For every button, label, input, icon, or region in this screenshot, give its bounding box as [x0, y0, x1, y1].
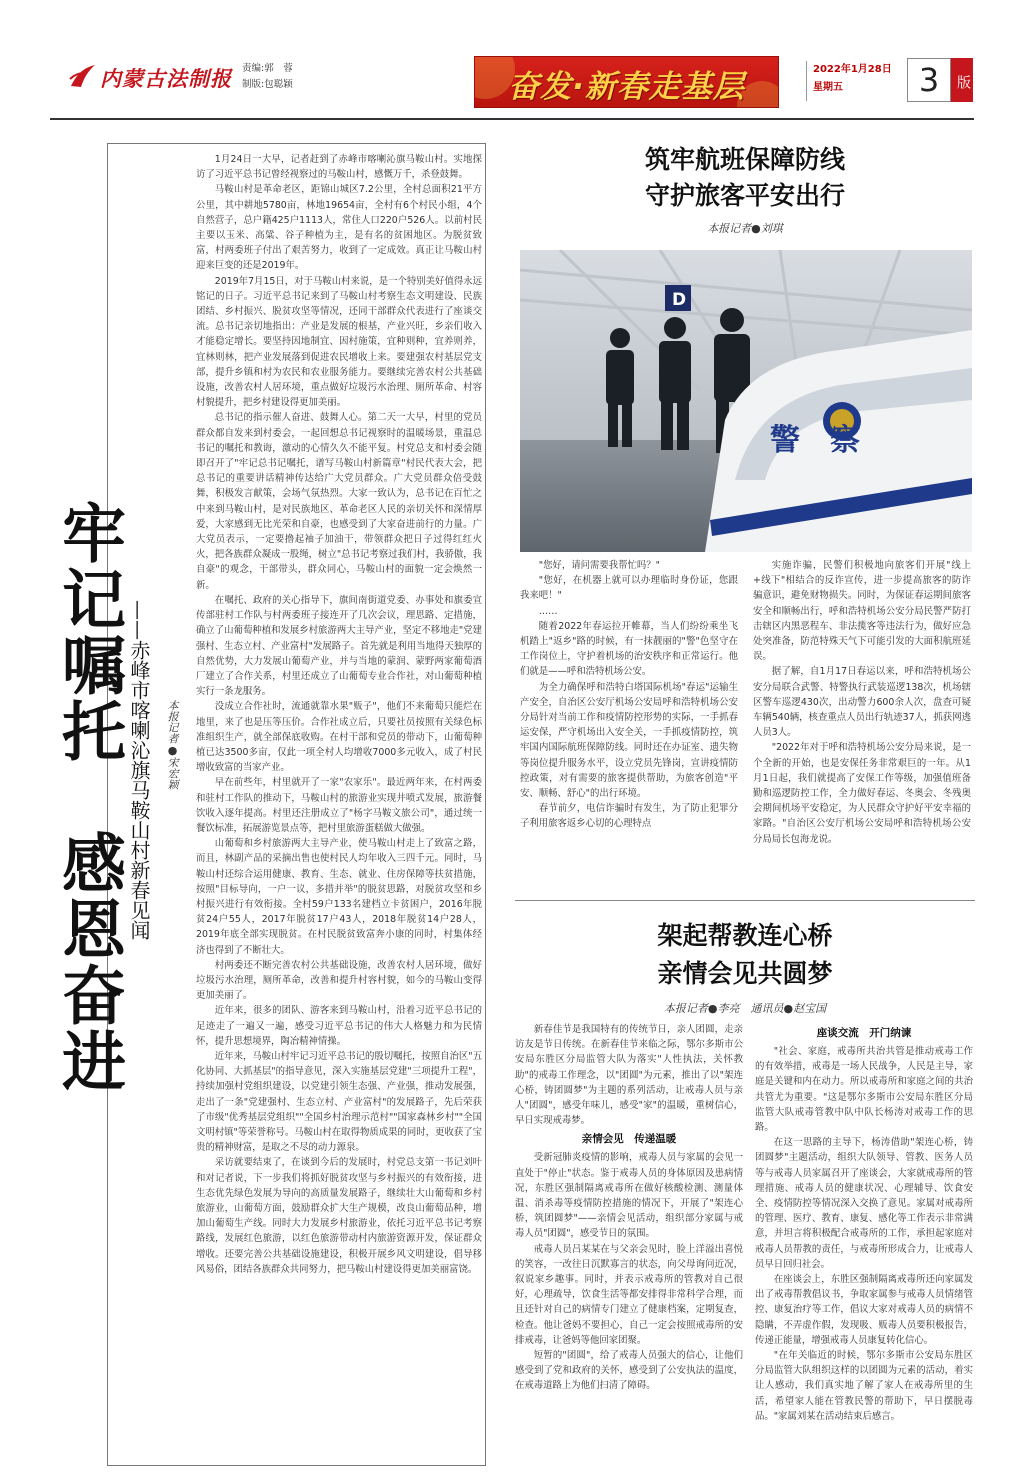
left-article-byline: 本报记者●宋宏颖	[166, 700, 179, 790]
paragraph: 受新冠肺炎疫情的影响，戒毒人员与家属的会见一直处于"停止"状态。鉴于戒毒人员的身体原因及患病情况，东胜区强制隔离戒毒所在做好核酸检测、测量体温、消杀毒等疫情防控措施的情况下，开展了"架连心桥，筑团圆梦"——亲情会见活动，组织部分家属与戒毒人员"团圆"，感受节日的氛围。	[515, 1152, 743, 1240]
paragraph: 2019年7月15日，对于马鞍山村来说，是一个特别美好值得永远铭记的日子。习近平总书记来到了马鞍山村考察生态文明建设、民族团结、乡村振兴、脱贫攻坚等情况，还同干部群众代表进行了座谈交流。总书记亲切地指出：产业是发展的根基，产业兴旺，乡亲们收入才能稳定增长。要坚持因地制宜、因村施策，宜种则种，宜养则养，宜林则林，把产业发展落到促进农民增收上来。要建强农村基层党支部，提升乡镇和村为农民和农业服务能力。要继续完善农村公共基础设施，改善农村人居环境，重点做好垃圾污水治理、厕所革命、村容村貌提升，把乡村建设得更加美丽。	[196, 275, 482, 409]
paragraph: 实施诈骗，民警们积极地向旅客们开展"线上+线下"相结合的反诈宣传，进一步提高旅客的防诈骗意识，避免财物损失。同时，为保证春运期间旅客安全和顺畅出行，呼和浩特机场公安分局民警严防打击辖区内黑恶程车、非法揽客等违法行为，做好应急处突准备，防范特殊天气下可能引发的大面积航班延误。	[753, 560, 971, 663]
paragraph: 1月24日一大早，记者赶到了赤峰市喀喇沁旗马鞍山村。实地探访了习近平总书记曾经视察过的马鞍山村，感慨万千，杀登鼓舞。	[196, 154, 482, 181]
paragraph: 近年来，很多的团队、游客来到马鞍山村，沿着习近平总书记的足迹走了一遍又一遍，感受习近平总书记的伟大人格魅力和为民情怀，提升思想境界，陶冶精神情操。	[196, 1005, 482, 1047]
airport-article-byline: 本报记者●刘琪	[707, 222, 783, 235]
airport-article-title-line1: 筑牢航班保障防线	[644, 145, 845, 174]
left-article-body	[196, 152, 482, 1460]
column-banner	[474, 56, 779, 108]
paragraph: 新春佳节是我国特有的传统节日，亲人团圆，走亲访友是节日传统。在新春佳节来临之际，鄂尔多斯市公安局东胜区分局监管大队为落实"人性执法，关怀教助"的戒毒工作理念，以"团圆"为元素，推出了以"架连心桥，铸团圆梦"为主题的系列活动，让戒毒人员与亲人"团圆"，感受年味儿，感受"家"的温暖，重树信心，早日实现戒毒梦。	[515, 1024, 743, 1127]
airport-police-photo	[520, 250, 972, 552]
paragraph: 在嘱托、政府的关心指导下，旗间南街道党委、办事处和旗委宣传部驻村工作队与村两委班子接连开了几次会议，理思路、定措施，确立了山葡萄种植和发展乡村旅游两大主导产业，坚定不移地走"党建强村、生态立村、产业富村"发展路子。首先就是利用当地得天独厚的自然优势，大力发展山葡萄产业，并与当地的蒙润、蒙野两家葡萄酒厂建立了合作关系，村里还成立了山葡萄专业合作社，对山葡萄种植实行一条龙服务。	[196, 594, 482, 698]
photo-illustration	[520, 250, 972, 552]
paragraph: "在年关临近的时候，鄂尔多斯市公安局东胜区分局监管大队组织这样的以团圆为元素的活动，着实让人感动，我们真实地了解了家人在戒毒所里的生活，希望家人能在管教民警的帮助下，早日摆脱毒品。"家属刘某在活动结束后感言。	[755, 1350, 973, 1422]
van-lettering: 警 察	[770, 423, 860, 458]
rehab-article-title-line2: 亲情会见共圆梦	[657, 959, 833, 988]
paragraph: 在这一思路的主导下，杨涛借助"架连心桥，铸团圆梦"主题活动，组织大队领导、管教、医务人员等与戒毒人员家属召开了座谈会，大家就戒毒所的管理措施、戒毒人员的健康状况、心理辅导、饮食安全、疫情防控等情况深入交换了意见。家属对戒毒所的管理、医疗、教育、康复、感化等工作表示非常满意，并坦言将积极配合戒毒所的工作，承担起家庭对戒毒人员帮教的责任，与戒毒所形成合力，让戒毒人员早日回归社会。	[755, 1137, 973, 1270]
paragraph: 近年来，马鞍山村牢记习近平总书记的殷切嘱托，按照自治区"五化协同、大抓基层"的指导意见，深入实施基层党建"三项提升工程"，持续加强村党组织建设，以党建引领生态强、产业强，推动发展强，走出了一条"党建强村、生态立村、产业富村"的发展路子，先后荣获了市级"优秀基层党组织""全国乡村治理示范村""国家森林乡村""全国文明村镇"等荣誉称号。马鞍山村在取得物质成果的同时，更收获了宝贵的精神财富，是取之不尽的动力源泉。	[196, 1050, 482, 1154]
airport-article-column-1	[520, 558, 738, 880]
paragraph: 春节前夕，电信诈骗时有发生，为了防止犯罪分子利用旅客返乡心切的心理特点	[520, 803, 738, 830]
section-heading: 亲情会见 传递温暖	[581, 1133, 677, 1146]
logo-emblem-icon	[68, 62, 98, 90]
logo-text: 内蒙古法制报	[100, 66, 232, 91]
left-article-subtitle: ——赤峰市喀喇沁旗马鞍山村新春见闻	[127, 600, 151, 940]
paragraph: 据了解，自1月17日春运以来，呼和浩特机场公安分局联合武警、特警执行武装巡逻138次，机场辖区警车巡逻430次，出动警力600余人次，盘查可疑车辆540辆，核查重点人员出行轨迹37人，抓获网逃人员3人。	[753, 666, 971, 739]
paragraph: 为全力确保呼和浩特白塔国际机场"春运"运输生产安全，自治区公安厅机场公安局呼和浩特机场公安分局针对当前工作和疫情防控形势的实际，一手抓春运安保，严守机场出入安全关，一手抓疫情防控，筑牢国内国际航班保障防线。同时还在办证室、遗失物等岗位提升服务水平，设立党员先锋岗，宣讲疫情防控政策，对有需要的旅客提供帮助，为旅客创造"平安、顺畅、舒心"的出行环境。	[520, 681, 738, 800]
rehab-article-column-2	[755, 1022, 973, 1466]
section-heading: 座谈交流 开门纳谏	[816, 1027, 912, 1039]
left-article-title: 牢记嘱托 感恩奋进	[51, 500, 126, 1094]
rehab-article-column-1	[515, 1022, 743, 1466]
paragraph: 在座谈会上，东胜区强制隔离戒毒所还向家属发出了戒毒帮教倡议书，争取家属参与戒毒人员情绪管控、康复治疗等工作，倡议大家对戒毒人员的病情不隐瞒，不弄虚作假，发现吸、贩毒人员要积极报告，传递正能量，增强戒毒人员康复转化信心。	[755, 1274, 973, 1346]
masthead	[0, 0, 1024, 122]
article-divider	[515, 900, 975, 901]
banner-text: 奋发·新春走基层	[508, 69, 745, 105]
rehab-article-byline: 本报记者●李亮 通讯员●赵宝国	[663, 1002, 827, 1015]
paragraph: 山葡萄和乡村旅游两大主导产业，使马鞍山村走上了致富之路，而且，林副产品的采摘出售也使村民人均年收入三四千元。同时，马鞍山村还综合运用健康、教育、生态、就业、住房保障等扶贫措施，按照"目标导向，一户一议，多措并举"的脱贫思路，对脱贫攻坚和乡村振兴进行有效衔接。全村59户133名建档立卡贫困户，2016年脱贫24户55人，2017年脱贫17户43人，2018年脱贫14户28人，2019年底全部实现脱贫。在村民脱贫致富奔小康的同时，村集体经济也得到了不断壮大。	[196, 838, 482, 956]
airport-article-title-line2: 守护旅客平安出行	[644, 181, 845, 210]
paragraph: 马鞍山村是革命老区，距锦山城区7.2公里，全村总面积21平方公里，其中耕地5780亩，林地19654亩，全村有6个村民小组，4个自然营子，总户籍425户1113人，常住人口220户526人。以前村民主要以玉米、高粱、谷子种植为主，是有名的贫困地区。为脱贫致富，村两委班子付出了艰苦努力，收到了一定成效。真正让马鞍山村迎来巨变的还是2019年。	[196, 184, 482, 272]
paragraph: 没成立合作社时，流通就靠水果"贩子"，他们不来葡萄只能烂在地里，来了也是压等压价。合作社成立后，只要社员按照有关绿色标准组织生产，就全部保底收购。在村干部和党员的带动下，山葡萄种植已达3500多亩，仅此一项全村人均增收7000多元收入，成了村民增收致富的当家产业。	[196, 701, 482, 774]
rehab-article-title-line1: 架起帮教连心桥	[657, 921, 833, 950]
paragraph: "您好，请问需要我帮忙吗？"	[538, 560, 660, 571]
production-line: 制版:包聪颖	[242, 79, 293, 90]
airport-article-column-2	[753, 558, 971, 880]
paragraph: 戒毒人员吕某某在与父亲会见时，脸上洋溢出喜悦的笑容，一改往日沉默寡言的状态，向父母询问近况，叙说家乡趣事。同时，并表示戒毒所的管教对自己很好，心理疏导，饮食生活等都安排得非常科学合理，而且还针对自己的病情专门建立了健康档案，定期复查，检查。他让爸妈不要担心，自己一定会按照戒毒所的安排戒毒，让爸妈等他回家团聚。	[515, 1243, 743, 1346]
issue-weekday: 星期五	[813, 82, 843, 93]
paragraph: "2022年对于呼和浩特机场公安分局来说，是一个全新的开始，也是安保任务非常艰巨的一年。从1月1日起，我们就提高了安保工作等级，加强值班备勤和巡逻防控工作，全力做好春运、冬奥会、冬残奥会期间机场平安稳定，为人民群众守护好平安幸福的家路。"自治区公安厅机场公安局呼和浩特机场公安分局局长包海龙说。	[753, 742, 971, 845]
paragraph: 总书记的指示催人奋进、鼓舞人心。第二天一大早，村里的党员群众都自发来到村委会，一起回想总书记视察时的温暖场景，重温总书记的嘱托和教诲，激动的心情久久不能平复。村党总支和村委会随即召开了"牢记总书记嘱托，谱写马鞍山村新篇章"村民代表大会，把总书记的重要讲话精神传达给广大党员群众。广大党员群众倍受鼓舞，积极发言献策，会场气氛热烈。大家一致认为，总书记在百忙之中来到马鞍山村，是对民族地区、革命老区人民的亲切关怀和深情厚爱，大家感到无比光荣和自豪，也感受到了大家奋进前行的力量。广大党员表示，一定要撸起袖子加油干，带领群众把日子过得红红火火，把各族群众凝成一股绳，树立"总书记考察过我们村，我骄傲，我自豪"的观念，干部带头，群众同心，马鞍山村的面貌一定会焕然一新。	[196, 412, 482, 591]
paragraph: "您好，在机器上就可以办理临时身份证，您跟我来吧！"	[520, 575, 738, 602]
paragraph: 早在前些年，村里就开了一家"农家乐"。最近两年来，在村两委和驻村工作队的推动下，马鞍山村的旅游业实现井喷式发展，旅游餐饮收入逐年提高。村里还注册成立了"杨字马鞍文旅公司"，通过统一餐饮标准，拓展游览景点等，把村里旅游蛋糕做大做强。	[196, 777, 482, 834]
issue-date: 2022年1月28日	[813, 64, 892, 75]
paragraph: 村两委还不断完善农村公共基础设施，改善农村人居环境，做好垃圾污水治理，厕所革命，改善和提升村容村貌，如今的马鞍山变得更加美丽了。	[196, 959, 482, 1002]
page-number: 3	[907, 58, 951, 102]
paragraph: ……	[538, 605, 558, 617]
newspaper-logo	[68, 60, 232, 94]
paragraph: "社会、家庭，戒毒所共治共管是推动戒毒工作的有效举措，戒毒是一场人民战争，人民是主导，家庭是关键和内在动力。所以戒毒所和家庭之间的共治共管尤为重要。"这是鄂尔多斯市公安局东胜区分局监管大队戒毒管教中队中队长杨涛对戒毒工作的思路。	[755, 1046, 973, 1134]
paragraph: 短暂的"团圆"，给了戒毒人员强大的信心，让他们感受到了党和政府的关怀，感受到了公安执法的温度，在戒毒道路上为他们扫清了障碍。	[515, 1350, 743, 1392]
editor-line: 责编:郭 蓉	[242, 63, 293, 74]
editor-credits	[242, 61, 293, 93]
paragraph: 随着2022年春运拉开帷幕，当人们纷纷乘坐飞机踏上"返乡"路的时候，有一抹靓丽的"警"色坚守在工作岗位上，守护着机场的治安秩序和正常运行。他们就是——呼和浩特机场公安。	[520, 620, 738, 678]
gate-letter: D	[672, 290, 687, 310]
masthead-divider	[50, 118, 974, 120]
date-box	[806, 61, 906, 101]
paragraph: 采访就要结束了，在谈到今后的发展时，村党总支第一书记刘叶和对记者说，下一步我们将抓好脱贫攻坚与乡村振兴的有效衔接，进生态优先绿色发展为导向的高质量发展路子，继续壮大山葡萄和乡村旅游业，山葡萄方面，鼓励群众扩大生产规模，改良山葡萄品种，增加山葡萄生产线。同时大力发展乡村旅游业，依托习近平总书记考察路线，发展红色旅游，以红色旅游带动村内旅游资源开发，保证群众增收。还要完善公共基础设施建设，积极开展乡风文明建设，倡导移风易俗，团结各族群众共同努力，把马鞍山村建设得更加美丽富饶。	[196, 1157, 482, 1275]
page-label: 版	[951, 58, 973, 102]
